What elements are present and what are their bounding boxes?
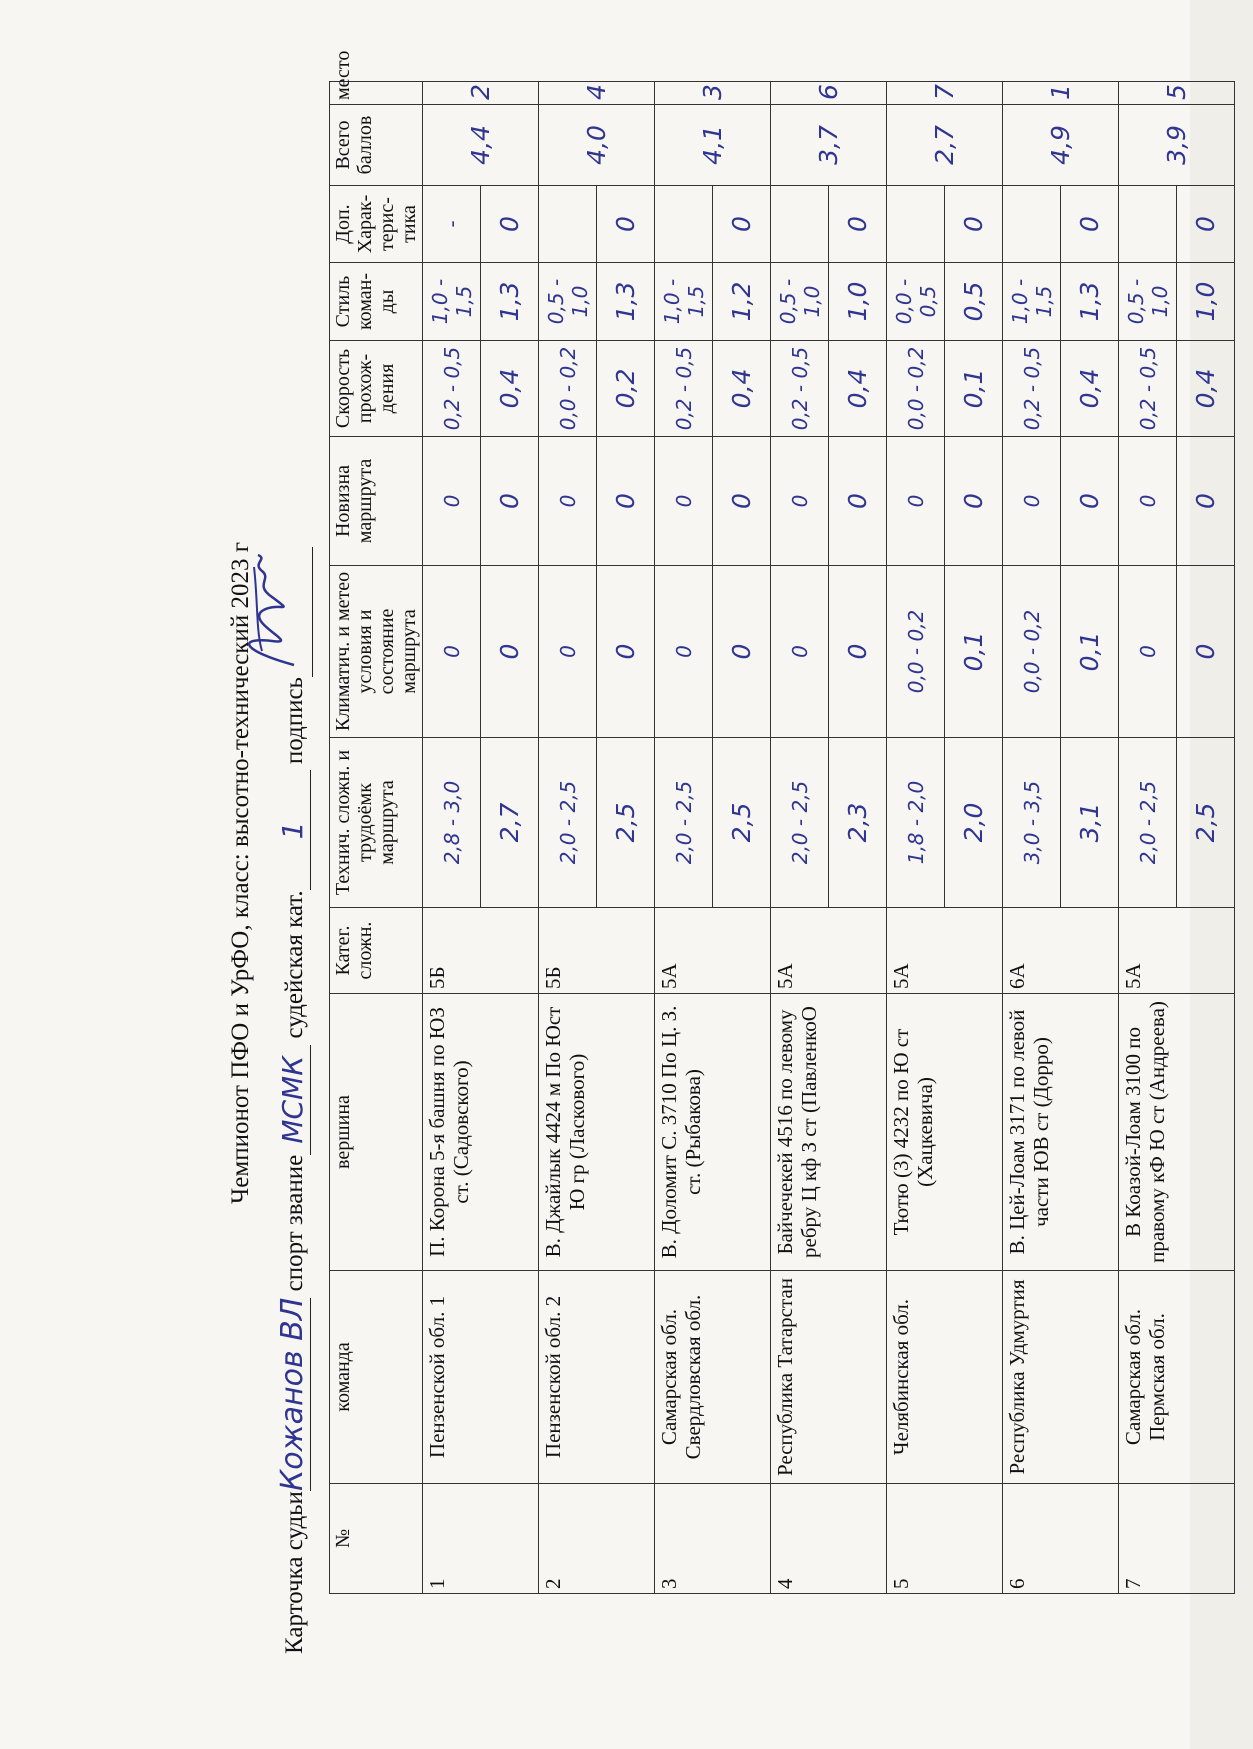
- speed-value-cell: 0,4: [1177, 341, 1235, 437]
- climatic-range-cell: 0: [655, 566, 713, 738]
- rank-label: спорт звание: [281, 1154, 308, 1292]
- table-row: [539, 82, 597, 1594]
- technical-range-cell: 2,0 - 2,5: [655, 738, 713, 908]
- total-cell: 3,9: [1119, 105, 1235, 186]
- speed-range-cell: 0,0 - 0,2: [539, 341, 597, 437]
- table-row: [655, 82, 713, 1594]
- climatic-range-cell: 0: [423, 566, 481, 738]
- novelty-value-cell: 0: [1177, 437, 1235, 566]
- novelty-range-cell: 0: [539, 437, 597, 566]
- novelty-range-cell: 0: [1119, 437, 1177, 566]
- novelty-range-cell: 0: [887, 437, 945, 566]
- extra-value-cell: 0: [1061, 186, 1119, 263]
- speed-range-cell: 0,2 - 0,5: [771, 341, 829, 437]
- peak-cell: Тютю (3) 4232 по Ю ст (Хацкевича): [887, 994, 1003, 1271]
- style-value-cell: 1,2: [713, 263, 771, 341]
- team-cell: Самарская обл. Пермская обл.: [1119, 1271, 1235, 1484]
- novelty-value-cell: 0: [1061, 437, 1119, 566]
- header-category: Катег. сложн.: [330, 908, 423, 994]
- table-row: [771, 82, 829, 1594]
- technical-value-cell: 2,3: [829, 738, 887, 908]
- team-cell: Пензенской обл. 1: [423, 1271, 539, 1484]
- novelty-range-cell: 0: [655, 437, 713, 566]
- technical-value-cell: 3,1: [1061, 738, 1119, 908]
- style-range-cell: 0,5 - 1,0: [1119, 263, 1177, 341]
- style-range-cell: 1,0 - 1,5: [655, 263, 713, 341]
- extra-value-cell: 0: [713, 186, 771, 263]
- judge-name-field: Кожанов ВЛ: [275, 1297, 310, 1492]
- row-number: 3: [655, 1484, 771, 1594]
- speed-range-cell: 0,2 - 0,5: [1003, 341, 1061, 437]
- speed-range-cell: 0,2 - 0,5: [655, 341, 713, 437]
- novelty-range-cell: 0: [423, 437, 481, 566]
- header-team: команда: [330, 1271, 423, 1484]
- category-cell: 6А: [1003, 908, 1119, 994]
- total-cell: 4,9: [1003, 105, 1119, 186]
- header-place: место: [330, 82, 423, 105]
- total-cell: 4,0: [539, 105, 655, 186]
- speed-value-cell: 0,1: [945, 341, 1003, 437]
- header-novelty: Новизна маршрута: [330, 437, 423, 566]
- extra-value-cell: 0: [829, 186, 887, 263]
- technical-range-cell: 1,8 - 2,0: [887, 738, 945, 908]
- novelty-value-cell: 0: [597, 437, 655, 566]
- peak-cell: В. Доломит С. 3710 По Ц. З. ст. (Рыбакова): [655, 994, 771, 1271]
- speed-range-cell: 0,2 - 0,5: [423, 341, 481, 437]
- category-cell: 5А: [1119, 908, 1235, 994]
- extra-value-cell: 0: [481, 186, 539, 263]
- results-table: [329, 50, 1235, 1594]
- style-range-cell: 0,5 - 1,0: [539, 263, 597, 341]
- style-range-cell: 0,5 - 1,0: [771, 263, 829, 341]
- extra-range-cell: [771, 186, 829, 263]
- style-value-cell: 1,3: [481, 263, 539, 341]
- team-cell: Самарская обл. Свердловская обл.: [655, 1271, 771, 1484]
- peak-cell: В. Джайлык 4424 м По Юст Ю гр (Ласкового): [539, 994, 655, 1271]
- climatic-value-cell: 0: [829, 566, 887, 738]
- header-peak: вершина: [330, 994, 423, 1271]
- header-style: Стиль коман-ды: [330, 263, 423, 341]
- header-total: Всего баллов: [330, 105, 423, 186]
- header-speed: Скорость прохож-дения: [330, 341, 423, 437]
- style-value-cell: 0,5: [945, 263, 1003, 341]
- technical-range-cell: 2,8 - 3,0: [423, 738, 481, 908]
- category-cell: 5А: [655, 908, 771, 994]
- style-range-cell: 0,0 - 0,5: [887, 263, 945, 341]
- category-label: судейская кат.: [281, 890, 308, 1039]
- extra-range-cell: [1003, 186, 1061, 263]
- table-row: [423, 82, 481, 1594]
- place-cell: 2: [423, 82, 539, 105]
- table-row: [1119, 82, 1177, 1594]
- signature-label: подпись: [281, 677, 308, 765]
- peak-cell: В Коазой-Лоам 3100 по правому кФ Ю ст (Андреева): [1119, 994, 1235, 1271]
- speed-value-cell: 0,4: [481, 341, 539, 437]
- style-range-cell: 1,0 - 1,5: [423, 263, 481, 341]
- extra-range-cell: -: [423, 186, 481, 263]
- style-value-cell: 1,0: [829, 263, 887, 341]
- climatic-value-cell: 0,1: [945, 566, 1003, 738]
- peak-cell: Байчечекей 4516 по левому ребру Ц кф З ст (ПавленкоО: [771, 994, 887, 1271]
- category-cell: 5А: [771, 908, 887, 994]
- climatic-range-cell: 0: [1119, 566, 1177, 738]
- total-cell: 2,7: [887, 105, 1003, 186]
- extra-value-cell: 0: [945, 186, 1003, 263]
- novelty-value-cell: 0: [945, 437, 1003, 566]
- team-cell: Пензенской обл. 2: [539, 1271, 655, 1484]
- speed-value-cell: 0,4: [713, 341, 771, 437]
- novelty-value-cell: 0: [713, 437, 771, 566]
- place-cell: 6: [771, 82, 887, 105]
- novelty-value-cell: 0: [829, 437, 887, 566]
- speed-range-cell: 0,0 - 0,2: [887, 341, 945, 437]
- rank-value-field: МСМК: [276, 1045, 311, 1155]
- row-number: 5: [887, 1484, 1003, 1594]
- extra-value-cell: 0: [597, 186, 655, 263]
- category-cell: 5Б: [539, 908, 655, 994]
- style-range-cell: 1,0 - 1,5: [1003, 263, 1061, 341]
- climatic-value-cell: 0: [713, 566, 771, 738]
- signature-field: [278, 547, 313, 677]
- extra-range-cell: [655, 186, 713, 263]
- technical-value-cell: 2,5: [713, 738, 771, 908]
- place-cell: 3: [655, 82, 771, 105]
- total-cell: 4,4: [423, 105, 539, 186]
- place-cell: 1: [1003, 82, 1119, 105]
- technical-value-cell: 2,5: [1177, 738, 1235, 908]
- climatic-value-cell: 0,1: [1061, 566, 1119, 738]
- speed-value-cell: 0,4: [829, 341, 887, 437]
- team-cell: Челябинская обл.: [887, 1271, 1003, 1484]
- speed-range-cell: 0,2 - 0,5: [1119, 341, 1177, 437]
- technical-range-cell: 2,0 - 2,5: [1119, 738, 1177, 908]
- technical-value-cell: 2,5: [597, 738, 655, 908]
- judge-card-line: [276, 94, 313, 1654]
- technical-range-cell: 2,0 - 2,5: [771, 738, 829, 908]
- technical-range-cell: 2,0 - 2,5: [539, 738, 597, 908]
- document-title: Чемпионот ПФО и УрФО, класс: высотно-технический 2023 г: [227, 542, 254, 1204]
- climatic-range-cell: 0,0 - 0,2: [1003, 566, 1061, 738]
- header-extra: Доп. Харак-терис-тика: [330, 186, 423, 263]
- climatic-range-cell: 0: [539, 566, 597, 738]
- extra-value-cell: 0: [1177, 186, 1235, 263]
- place-cell: 7: [887, 82, 1003, 105]
- technical-value-cell: 2,0: [945, 738, 1003, 908]
- category-cell: 5А: [887, 908, 1003, 994]
- row-number: 7: [1119, 1484, 1235, 1594]
- style-value-cell: 1,3: [1061, 263, 1119, 341]
- climatic-range-cell: 0: [771, 566, 829, 738]
- row-number: 6: [1003, 1484, 1119, 1594]
- novelty-range-cell: 0: [771, 437, 829, 566]
- signature-image: [232, 551, 312, 671]
- header-technical: Технич. сложн. и трудоёмк маршрута: [330, 738, 423, 908]
- speed-value-cell: 0,4: [1061, 341, 1119, 437]
- judge-category-field: 1: [276, 770, 311, 890]
- climatic-value-cell: 0: [597, 566, 655, 738]
- row-number: 4: [771, 1484, 887, 1594]
- place-cell: 4: [539, 82, 655, 105]
- climatic-value-cell: 0: [481, 566, 539, 738]
- place-cell: 5: [1119, 82, 1235, 105]
- category-cell: 5Б: [423, 908, 539, 994]
- peak-cell: П. Корона 5-я башня по ЮЗ ст. (Садовского): [423, 994, 539, 1271]
- total-cell: 3,7: [771, 105, 887, 186]
- row-number: 2: [539, 1484, 655, 1594]
- total-cell: 4,1: [655, 105, 771, 186]
- novelty-value-cell: 0: [481, 437, 539, 566]
- style-value-cell: 1,3: [597, 263, 655, 341]
- card-label: Карточка судьи: [281, 1491, 308, 1654]
- extra-range-cell: [887, 186, 945, 263]
- team-cell: Республика Удмуртия: [1003, 1271, 1119, 1484]
- climatic-range-cell: 0,0 - 0,2: [887, 566, 945, 738]
- rotated-page: [226, 50, 1226, 1690]
- style-value-cell: 1,0: [1177, 263, 1235, 341]
- row-number: 1: [423, 1484, 539, 1594]
- header-climatic: Климатич. и метео условия и состояние маршрута: [330, 566, 423, 738]
- table-row: [1003, 82, 1061, 1594]
- technical-value-cell: 2,7: [481, 738, 539, 908]
- technical-range-cell: 3,0 - 3,5: [1003, 738, 1061, 908]
- novelty-range-cell: 0: [1003, 437, 1061, 566]
- extra-range-cell: [1119, 186, 1177, 263]
- team-cell: Республика Татарстан: [771, 1271, 887, 1484]
- speed-value-cell: 0,2: [597, 341, 655, 437]
- peak-cell: В. Цей-Лоам 3171 по левой части ЮВ ст (Дорро): [1003, 994, 1119, 1271]
- climatic-value-cell: 0: [1177, 566, 1235, 738]
- results-rows: [423, 82, 1235, 1594]
- header-number: №: [330, 1484, 423, 1594]
- extra-range-cell: [539, 186, 597, 263]
- table-row: [887, 82, 945, 1594]
